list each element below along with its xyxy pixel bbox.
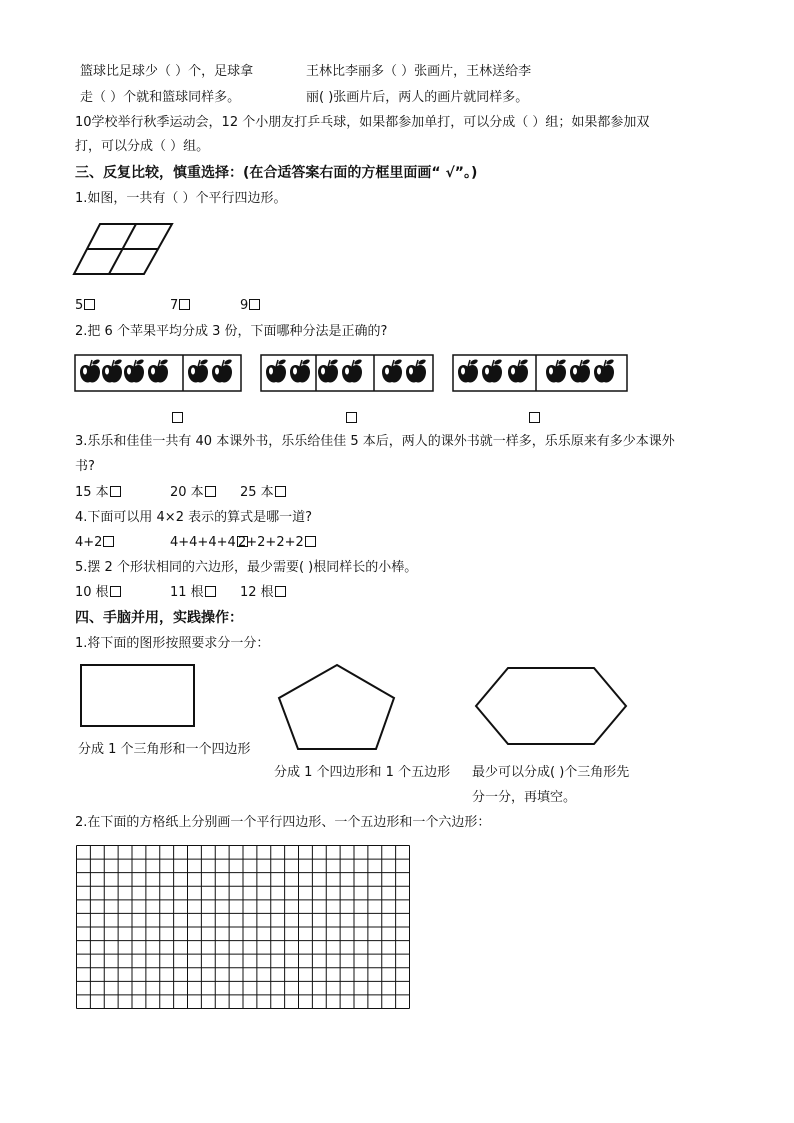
s3-q3-option-a[interactable] — [75, 484, 121, 502]
apple-icon — [102, 358, 122, 382]
apple-icon — [148, 358, 168, 382]
option-label: 4+4+4+4 — [170, 535, 236, 550]
s3-q1-option-a[interactable] — [75, 297, 95, 315]
apple-icon — [382, 358, 402, 382]
s3-q1-text: 1.如图，一共有（ ）个平行四边形。 — [75, 191, 287, 206]
apple-icon — [482, 358, 502, 382]
checkbox[interactable] — [205, 486, 216, 497]
apple-icon — [546, 358, 566, 382]
apple-icon — [458, 358, 478, 382]
s3-q5-option-b[interactable] — [170, 584, 216, 602]
s3-q3-option-c[interactable] — [240, 484, 286, 502]
s3-q3-line1: 3.乐乐和佳佳一共有 40 本课外书，乐乐给佳佳 5 本后，两人的课外书就一样多，乐乐原来有多少本课外 — [75, 434, 675, 449]
s3-q4-option-b[interactable] — [170, 534, 248, 552]
option-label: 5 — [75, 298, 84, 313]
apple-icon — [188, 358, 208, 382]
apple-icon — [290, 358, 310, 382]
apple-icon — [318, 358, 338, 382]
s3-q1-option-c[interactable] — [240, 297, 260, 315]
apple-group-a — [74, 354, 242, 392]
s3-q1-option-b[interactable] — [170, 297, 190, 315]
option-label: 2+2+2+2 — [238, 535, 304, 550]
q10-line2: 打，可以分成（ ）组。 — [75, 139, 210, 154]
section3-heading: 三、反复比较，慎重选择：(在合适答案右面的方框里面画“ √”。) — [75, 165, 478, 181]
checkbox[interactable] — [275, 486, 286, 497]
apple-icon — [570, 358, 590, 382]
option-label: 11 根 — [170, 585, 204, 600]
s3-q4-option-a[interactable] — [75, 534, 114, 552]
option-label: 15 本 — [75, 485, 109, 500]
s3-q3-line2: 书? — [75, 459, 95, 474]
parallelogram-figure — [72, 222, 174, 276]
s3-q5-text: 5.摆 2 个形状相同的六边形，最少需要( )根同样长的小棒。 — [75, 560, 418, 575]
rectangle-shape — [80, 664, 196, 728]
s4-q1-text: 1.将下面的图形按照要求分一分： — [75, 636, 270, 651]
option-label: 20 本 — [170, 485, 204, 500]
apple-icon — [406, 358, 426, 382]
apple-icon — [80, 358, 100, 382]
apple-icon — [266, 358, 286, 382]
s4-q2-text: 2.在下面的方格纸上分别画一个平行四边形、一个五边形和一个六边形： — [75, 815, 491, 830]
line2-left: 走（ ）个就和篮球同样多。 — [80, 90, 241, 105]
caption-pentagon: 分成 1 个四边形和 1 个五边形 — [274, 765, 451, 780]
line1-right: 王林比李丽多（ ）张画片，王林送给李 — [306, 64, 532, 79]
s3-q2-checkbox-c[interactable] — [529, 412, 540, 423]
section4-heading: 四、手脑并用，实践操作： — [75, 610, 243, 626]
checkbox[interactable] — [305, 536, 316, 547]
caption-hexagon-line2: 分一分，再填空。 — [472, 790, 577, 805]
apple-icon — [124, 358, 144, 382]
apple-icon — [212, 358, 232, 382]
line2-right: 丽( )张画片后，两人的画片就同样多。 — [306, 90, 529, 105]
checkbox[interactable] — [205, 586, 216, 597]
caption-hexagon-line1: 最少可以分成( )个三角形先 — [472, 765, 630, 780]
checkbox[interactable] — [179, 299, 190, 310]
s3-q3-option-b[interactable] — [170, 484, 216, 502]
checkbox[interactable] — [110, 486, 121, 497]
apple-icon — [508, 358, 528, 382]
apple-icon — [594, 358, 614, 382]
hexagon-shape — [474, 666, 628, 746]
s3-q2-text: 2.把 6 个苹果平均分成 3 份，下面哪种分法是正确的? — [75, 324, 388, 339]
checkbox[interactable] — [110, 586, 121, 597]
apple-icon — [342, 358, 362, 382]
pentagon-shape — [276, 662, 398, 752]
checkbox[interactable] — [275, 586, 286, 597]
s3-q2-checkbox-b[interactable] — [346, 412, 357, 423]
s3-q2-checkbox-a[interactable] — [172, 412, 183, 423]
checkbox[interactable] — [84, 299, 95, 310]
checkbox[interactable] — [103, 536, 114, 547]
option-label: 9 — [240, 298, 249, 313]
option-label: 12 根 — [240, 585, 274, 600]
apple-group-c — [452, 354, 628, 392]
line1-left: 篮球比足球少（ ）个，足球拿 — [80, 64, 254, 79]
s3-q4-text: 4.下面可以用 4×2 表示的算式是哪一道? — [75, 510, 313, 525]
apple-group-b — [260, 354, 434, 392]
s3-q5-option-c[interactable] — [240, 584, 286, 602]
q10-line1: 10学校举行秋季运动会，12 个小朋友打乒乓球，如果都参加单打，可以分成（ ）组；如果都参加双 — [75, 115, 650, 130]
option-label: 7 — [170, 298, 179, 313]
grid-paper[interactable] — [75, 844, 411, 1010]
checkbox[interactable] — [249, 299, 260, 310]
option-label: 10 根 — [75, 585, 109, 600]
s3-q5-option-a[interactable] — [75, 584, 121, 602]
option-label: 25 本 — [240, 485, 274, 500]
s3-q4-option-c[interactable] — [238, 534, 316, 552]
option-label: 4+2 — [75, 535, 103, 550]
caption-rectangle: 分成 1 个三角形和一个四边形 — [78, 742, 251, 757]
